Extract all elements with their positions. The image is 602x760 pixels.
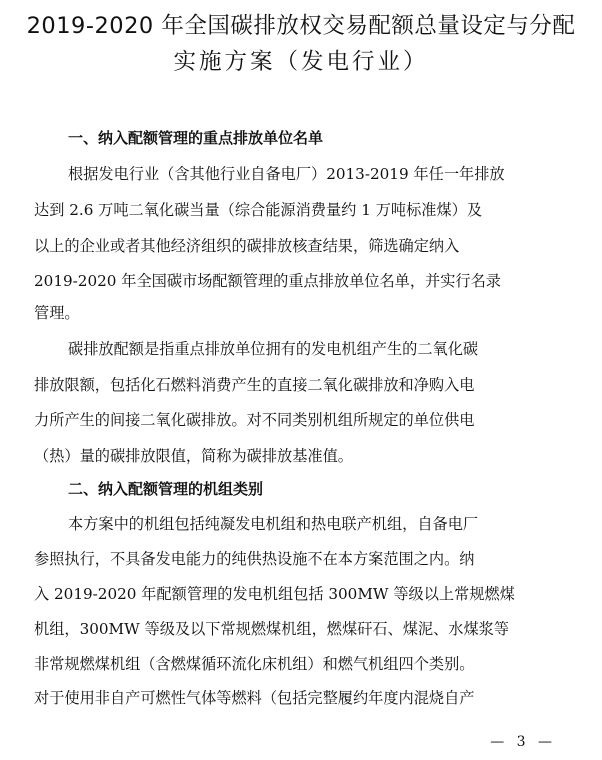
paragraph-line: 达到 2.6 万吨二氧化碳当量（综合能源消费量约 1 万吨标准煤）及	[34, 201, 483, 219]
paragraph-line: 参照执行，不具备发电能力的纯供热设施不在本方案范围之内。纳	[34, 550, 475, 568]
paragraph-line: 根据发电行业（含其他行业自备电厂）2013-2019 年任一年排放	[68, 165, 505, 183]
paragraph-line: 非常规燃煤机组（含燃煤循环流化床机组）和燃气机组四个类别。	[34, 655, 475, 673]
paragraph-line: 对于使用非自产可燃性气体等燃料（包括完整履约年度内混烧自产	[34, 689, 475, 707]
paragraph-line: （热）量的碳排放限值，简称为碳排放基准值。	[34, 447, 353, 465]
paragraph-line: 2019-2020 年全国碳市场配额管理的重点排放单位名单，并实行名录	[34, 272, 501, 290]
document-title-line-1: 2019-2020 年全国碳排放权交易配额总量设定与分配	[26, 13, 576, 39]
paragraph-line: 机组，300MW 等级及以下常规燃煤机组，燃煤矸石、煤泥、水煤浆等	[34, 620, 510, 638]
section-1-heading: 一、纳入配额管理的重点排放单位名单	[68, 129, 324, 147]
paragraph-line: 排放限额，包括化石燃料消费产生的直接二氧化碳排放和净购入电	[34, 376, 475, 394]
paragraph-line: 以上的企业或者其他经济组织的碳排放核查结果，筛选确定纳入	[34, 237, 460, 255]
page-number: — 3 —	[490, 734, 556, 750]
paragraph-line: 力所产生的间接二氧化碳排放。对不同类别机组所规定的单位供电	[34, 411, 475, 429]
section-2-heading: 二、纳入配额管理的机组类别	[68, 480, 264, 498]
paragraph-line: 入 2019-2020 年配额管理的发电机组包括 300MW 等级以上常规燃煤	[34, 585, 515, 603]
paragraph-line: 管理。	[34, 304, 80, 322]
paragraph-line: 本方案中的机组包括纯凝发电机组和热电联产机组，自备电厂	[68, 515, 479, 533]
document-title-line-2: 实施方案（发电行业）	[173, 49, 429, 75]
paragraph-line: 碳排放配额是指重点排放单位拥有的发电机组产生的二氧化碳	[68, 340, 479, 358]
